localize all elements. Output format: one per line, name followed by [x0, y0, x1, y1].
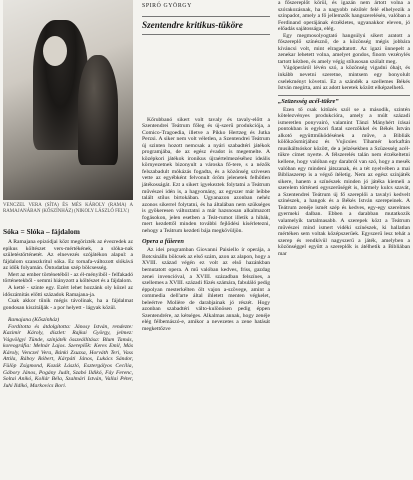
left-column: [3, 0, 133, 389]
review3-paragraph: a főszereplőt körül, és igazán nem ártott volna a szórakozásnak, ha a nagyobb nézőtér felé elhelyezik a színpadot, amely a fő jellemzők hangszerelésén, valóban a Ferdinand operájának érzékletes, ugyanakkor eleven, jó előadás sajátossága, elég.: [278, 0, 410, 33]
review3-subheading: „Szüzesség acél-tükre”: [278, 95, 410, 105]
review1-heading: Sóka = Slóka – fájdalom: [3, 227, 80, 237]
photo-figure-woman: [78, 55, 118, 165]
middle-column: [142, 0, 270, 333]
stage-photo: [3, 0, 133, 200]
review2-subheading: Opera a fűieren: [142, 238, 184, 246]
middle-column-spacer: [142, 41, 270, 117]
review1-paragraph: A ketté - szinte egy. Ezért lehet hozzánk oly közel az időszámítás előtti századok Ramajana-ja.: [3, 285, 133, 298]
photo-figure-face: [43, 36, 67, 66]
review3-paragraph: Egy megmosolyogtató hangsúlyú sikert aratott a főszereplő színésznő, de a közönség mégis jobbára kíváncsi volt, mint elragadtatott. Az igazi ünnepelt a zenekar lehetett volna, amelyet gondos, finom vezénylés tartott kézben, és amely végig stílusosan szólalt meg.: [278, 32, 410, 65]
review1-paragraph: A Ramajana epizódjai közt megörizték az évezredek az epikus költészet vers-mértékének, a slóka-nak születéstörténetét. Az elnevezés szójátékon alapul: a fájdalom szanszkritul sóka. Ez tornafa-változott slókává az idők folyamán. Öntudatlan szép bölcsesség.: [3, 239, 133, 272]
review1-paragraph: Csak akkor tűnik mégis távolinak, ha a fájdalmat gondosan kiszitálják - a por helyett - lágyak közül.: [3, 298, 133, 311]
review1-credits: Fordította és átdolgította: Jánosy István, rendezte: Kazimir Károly, díszlet: Rajkai György, jelmez: Vágvölgyi Tünde, színjáték összeállítása: Blum Tamás, koreográfia: Melnár Lajos. Szereplők: Keres Emil, Más Károly, Venczel Vera, Bánki Zsuzsa, Horváth Teri, Vass Attila, Ráboy Róbert, Kárpáti János, Lukács Sándor, Fülöp Zsigmond, Kozák László, Esztergályos Cecília, Gábory János, Pogány Judit, Szabó Ildikó, Fáy Ferenc, Soltai Anikó, Kollár Béla, Szalmári István, Vallai Péter, Juhi Ildikó, Markovics Bori.: [3, 323, 133, 389]
review1-paragraph: Mert az ember történetéből - az él-ményiből - felfakadó történetekből - semmi hiányzott a költészet és a fájdalom.: [3, 271, 133, 285]
review3-section-paragraph: Ezen tő csak kitűzés szól se a második, szintén kötelezvényes produkcióra, amely a múlt századi ismeretlen ponyvairó, valamint Tánzi Mányhért írásai pontokban is egykori fiatal szerzőkkel és Békés István alkotó együttműködésének a műve, a Bibliák kölökzösmírjához és Vujicsies Tihamér korkaftán musikáltsóskor között, de a jelzésekben a Szüzesség acél-tükre címet nyerte. A félszerelés talán nem érzékeltetni kellene, hogy valóban egy darabról van szó, hogy a mesék valóban egy mindeni játszanak, és a tét nyelvében a mai Bibliaszerep is a végső ítéletig. Nem az egész színjáték sikere, hanem a színészek minden jó játéka kiemeli a szerelem történeti egyszerűségét is, bármely kulcs szavát, a Szentendrei Teátrum új fő szereplői a tavalyi kedvelt színészek, a hangok és a Békés István szerepeinek. A Teátrum zenéje ismét szép és kedves, egy-egy szerelmes gyermeki dalban. Ebben a darabban mutatkozik valamelyik tartalmasabb. A szerepek közt a Teátrum művészei mind ismert vidéki színészek, ki hallatlan mértéken sem voltak középszerűek. Egyszerű lesz tehát a szerep és rendkívül nagyszerű a játék, amelyben a közönséggel együtt a szereplők is átélhetik a Bibliában mar: [278, 106, 410, 257]
review2-opera-paragraph: Az idei programban Giovanni Paisiello ír operája, a Botcsinállu bölcsek az első szám, azon az alapon, hogy a XVIII. század végén ez volt az első hazánkban bemutatott opera. A mű valóban kedves, friss, gazdag zenei invencióval, a XVIII. században felszínes, a szellemes a XVIII. századi fűzés számára, fabuláló pedig éppolyan mesterkélten ölt vajon a-szövege, amint a commedia dell'arte által ihletett menten végkelet, beleértve Molière de darabjainak jó részét. Hogy azonban szabadtéri válto-kulönösen pedig éppen Szentendrére, az kétséges. Alkalmas annak, hogy zenéje elég félbemászó-e, amikor a nevezetes a zene hatását megkettőzve: [142, 247, 270, 332]
review2-title: Szentendre kritikus-tüköre: [142, 16, 270, 35]
review2-author: SPIRÓ GYÖRGY: [142, 3, 192, 9]
review2-paragraph: Kőrubbanó sikert volt tavaly és tavaly-előtt a Szentendrei Teátrum főleg és új-szerű produkciója, a Comico-Tragoedia, illetve a Pikko Hertzeg és Jutka Perzsi. A siker nem volt véletlen, a Szentendrei Teátrum új szinten hozott nemcsak a nyári szabadtéri játékok programjába, de az egész évadot is megemelte. A középkori játékok ironikus újraértelmezéséhez ideális környezetnek bizonyult a városka fő-tere, s a nézők felszabadult mókázás fogadta, és a közönség szívesen vette az egyébként felvonult öröm jelenetek felhőtlen játékosságát. Ezt a sikert igyekeztek folytatni a Teátrum művészei idén is, a hagyomány, az egyszer már leíbbe talált stílus birtokában. Ugyanazon azonban nehéz azonos sikerrel folytatni, és ha általában nem szükséges is gyökeresen változtatni a már hazsnosan alkalmazott fogásokon, jelen esetben a Teát-rumot illetik a hibák, mert kezdettől minden további fejlődési kísérletezni, nehogy a Teátrum kezdeti bája megkövüljön.: [142, 116, 270, 234]
photo-caption: VENCZEL VERA (SÍTA) ÉS MÉS KÁROLY (RAMA) A RAMAJANÁBAN (KŐSZÍNHÁZ) (NIKOLY LÁSZLÓ FELV.): [3, 203, 133, 214]
right-column: [278, 0, 410, 257]
review3-paragraph: Vágóperáról lévén szó, a közönség vigadni óhajt, és inkább nevetni szeretne, mintsem egy bonyolult cselekményt követni. Ez a szándék a szellemes Békés István megírta, ami az adott keretek között elképzelhető.: [278, 65, 410, 92]
review1-credits-title: Ramajana (Kőszínház): [8, 317, 60, 324]
